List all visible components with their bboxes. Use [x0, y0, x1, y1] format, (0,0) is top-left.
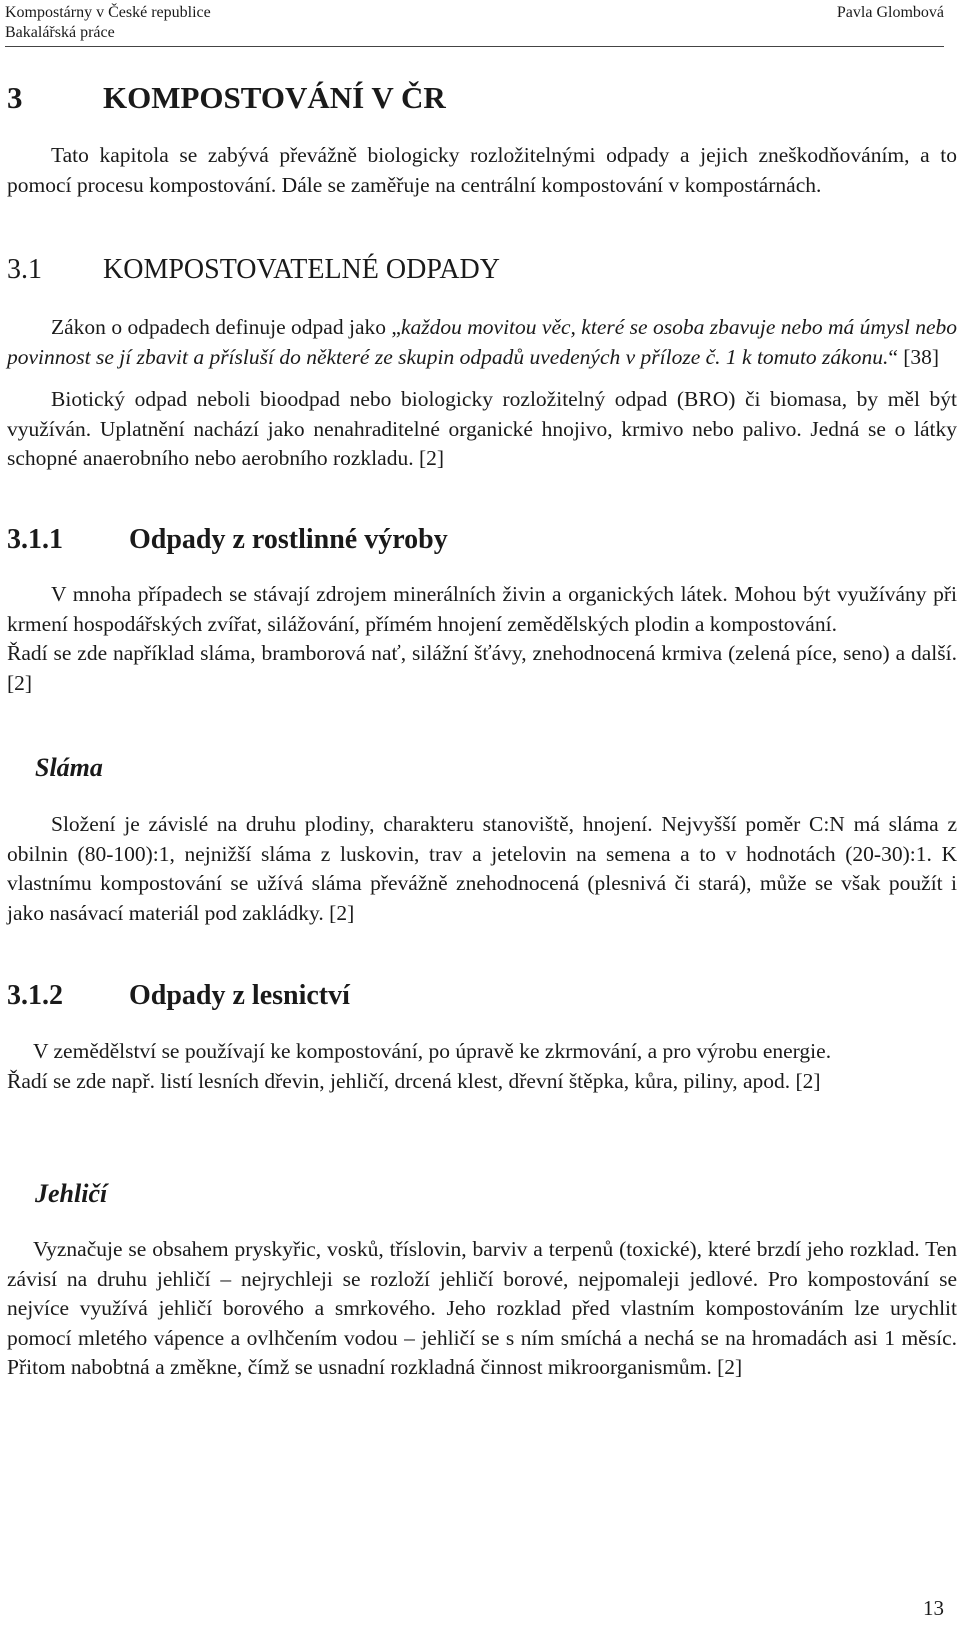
paragraph: Biotický odpad neboli bioodpad nebo biologicky rozložitelný odpad (BRO) či biomasa, by měl být využíván. Uplatnění nachází jako nenahraditelné organické hnojivo, krmivo nebo palivo. Jedná se o látky schopné anaerobního nebo aerobního rozkladu. [2]	[7, 387, 957, 470]
subsection-heading-3-1-1	[7, 523, 448, 557]
paragraph: Tato kapitola se zabývá převážně biologicky rozložitelnými odpady a jejich zneškodňováním, a to pomocí procesu kompostování. Dále se zaměřuje na centrální kompostování v kompostárnách.	[7, 143, 957, 197]
header-subtitle: Bakalářská práce	[5, 24, 115, 41]
paragraph-law-definition	[7, 313, 957, 372]
subsection-3-1-1-body	[7, 580, 957, 698]
running-header-left	[5, 3, 211, 43]
subsection-title: Odpady z lesnictví	[129, 980, 350, 1011]
paragraph: V mnoha případech se stávají zdrojem minerálních živin a organických látek. Mohou být využívány při krmení hospodářských zvířat, silážování, přímém hnojení zemědělských plodin a kompostování.	[7, 582, 957, 636]
subheading-jehlici: Jehličí	[35, 1179, 108, 1208]
subsection-number: 3.1.1	[7, 524, 63, 555]
paragraph: Složení je závislé na druhu plodiny, charakteru stanoviště, hnojení. Nejvyšší poměr C:N má sláma z obilnin (80-100):1, nejnižší sláma z luskovin, trav a jetelovin na semena a to v hodnotách (20-30):1. K vlastnímu kompostování se užívá sláma převážně znehodnocená (plesnivá či stará), může se však použít i jako nasávací materiál pod zakládky. [2]	[7, 812, 957, 925]
header-author: Pavla Glombová	[836, 4, 944, 21]
paragraph: V zemědělství se používají ke kompostování, po úpravě ke zkrmování, a pro výrobu energie.	[33, 1039, 832, 1063]
paragraph: Vyznačuje se obsahem pryskyřic, vosků, tříslovin, barviv a terpenů (toxické), které brzdí jeho rozklad. Ten závisí na druhu jehličí – nejrychleji se rozloží jehličí borové, nejpomaleji jedlové. Pro kompostování se nejvíce využívá jehličí borového a smrkového. Jeho rozklad před vlastním kompostováním lze urychlit pomocí mletého vápence a ovlhčením vodou – jehličí se s ním smíchá a nechá se na hromadách asi 1 měsíc. Přitom nabobtná a změkne, čímž se usnadní rozkladná činnost mikroorganismům. [2]	[7, 1237, 957, 1379]
header-title: Kompostárny v České republice	[5, 4, 211, 21]
citation: “ [38]	[888, 344, 940, 369]
section-heading-3-1	[7, 253, 500, 287]
chapter-heading	[7, 80, 446, 116]
page-number: 13	[923, 1596, 944, 1620]
subsection-3-1-2-body	[7, 1037, 957, 1096]
section-number: 3.1	[7, 254, 42, 285]
text-prefix: Zákon o odpadech definuje odpad jako „	[51, 315, 401, 339]
subsection-number: 3.1.2	[7, 980, 63, 1011]
subsection-heading-3-1-2	[7, 979, 350, 1013]
header-divider	[5, 46, 944, 47]
paragraph: Řadí se zde například sláma, bramborová nať, silážní šťávy, znehodnocená krmiva (zelená píce, seno) a další. [2]	[7, 641, 957, 695]
subheading-slama: Sláma	[35, 753, 103, 782]
slama-body	[7, 810, 957, 928]
law-quote: každou movitou věc, které se osoba zbavuje nebo má úmysl nebo povinnost se jí zbavit a přísluší do některé ze skupin odpadů uvedených v příloze č. 1 k tomuto zákonu.	[7, 315, 957, 369]
section-3-1-body	[7, 313, 957, 474]
chapter-title: KOMPOSTOVÁNÍ V ČR	[103, 80, 446, 115]
chapter-number: 3	[7, 80, 23, 115]
subsection-title: Odpady z rostlinné výroby	[129, 524, 448, 555]
section-title: KOMPOSTOVATELNÉ ODPADY	[103, 254, 500, 285]
chapter-intro	[7, 141, 957, 200]
jehlici-body	[7, 1235, 957, 1383]
paragraph: Řadí se zde např. listí lesních dřevin, jehličí, drcená klest, dřevní štěpka, kůra, piliny, apod. [2]	[7, 1068, 821, 1093]
